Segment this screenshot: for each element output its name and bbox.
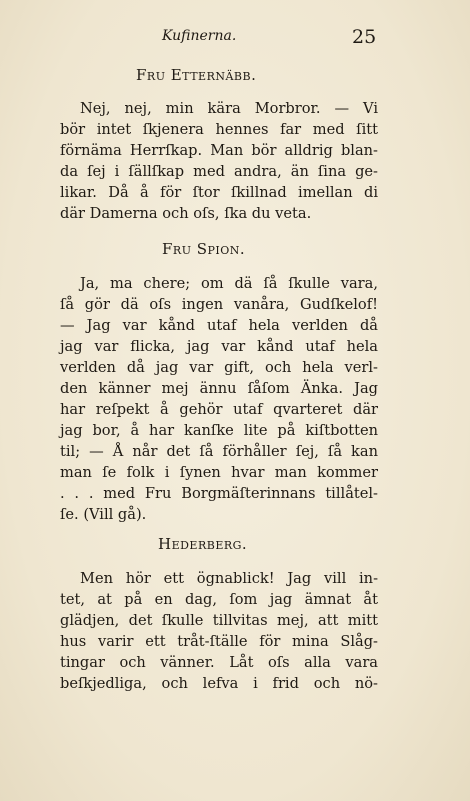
text-line: Ja, ma chere; om dä ſå ſkulle vara, <box>80 275 378 292</box>
text-line: tingar och vänner. Låt oſs alla vara <box>60 654 378 671</box>
text-line: förnäma Herrſkap. Man bör alldrig blan- <box>60 142 378 159</box>
text-line: Men hör ett ögnablick! Jag vill in- <box>80 570 378 587</box>
text-line: . . . med Fru Borgmäſterinnans tillåtel- <box>60 485 378 502</box>
text-line: tet, at på en dag, ſom jag ämnat åt <box>60 591 378 608</box>
text-line: beſkjedliga, och lefva i frid och nö- <box>60 675 378 692</box>
text-line: — Jag var kånd utaf hela verlden då <box>60 317 378 334</box>
running-title: Kufinerna. <box>162 28 237 44</box>
text-line: ſå gör dä oſs ingen vanåra, Gudſkelof! <box>60 296 378 313</box>
speaker-heading: Fru Etternäbb. <box>136 66 257 84</box>
text-line: hus varir ett tråt-ſtälle för mina Slåg- <box>60 633 378 650</box>
speech-paragraph <box>60 568 378 694</box>
text-line: da ſej i ſällſkap med andra, än ſina ge- <box>60 163 378 180</box>
speaker-heading: Hederberg. <box>158 535 248 553</box>
page-number: 25 <box>352 26 377 48</box>
speaker-heading: Fru Spion. <box>162 240 246 258</box>
text-line: man ſe folk i ſynen hvar man kommer <box>60 464 378 481</box>
text-line: likar. Då å för ſtor ſkillnad imellan di <box>60 184 378 201</box>
speech-paragraph <box>60 98 378 224</box>
running-head <box>0 26 470 50</box>
text-line: har reſpekt å gehör utaf qvarteret där <box>60 401 378 418</box>
speech-paragraph <box>60 273 378 525</box>
text-line: jag bor, å har kanſke lite på kiſtbotten <box>60 422 378 439</box>
text-line: glädjen, det ſkulle tillvitas mej, att mitt <box>60 612 378 629</box>
text-line: bör intet ſkjenera hennes far med ſitt <box>60 121 378 138</box>
text-line: Nej, nej, min kära Morbror. — Vi <box>80 100 378 117</box>
text-line: verlden då jag var gift, och hela verl- <box>60 359 378 376</box>
text-line: til; — Å når det ſå förhåller ſej, ſå kan <box>60 443 378 460</box>
text-line: ſe. (Vill gå). <box>60 506 147 523</box>
text-line: jag var flicka, jag var kånd utaf hela <box>60 338 378 355</box>
text-line: där Damerna och oſs, ſka du veta. <box>60 205 312 222</box>
text-line: den känner mej ännu ſåſom Änka. Jag <box>60 380 378 397</box>
